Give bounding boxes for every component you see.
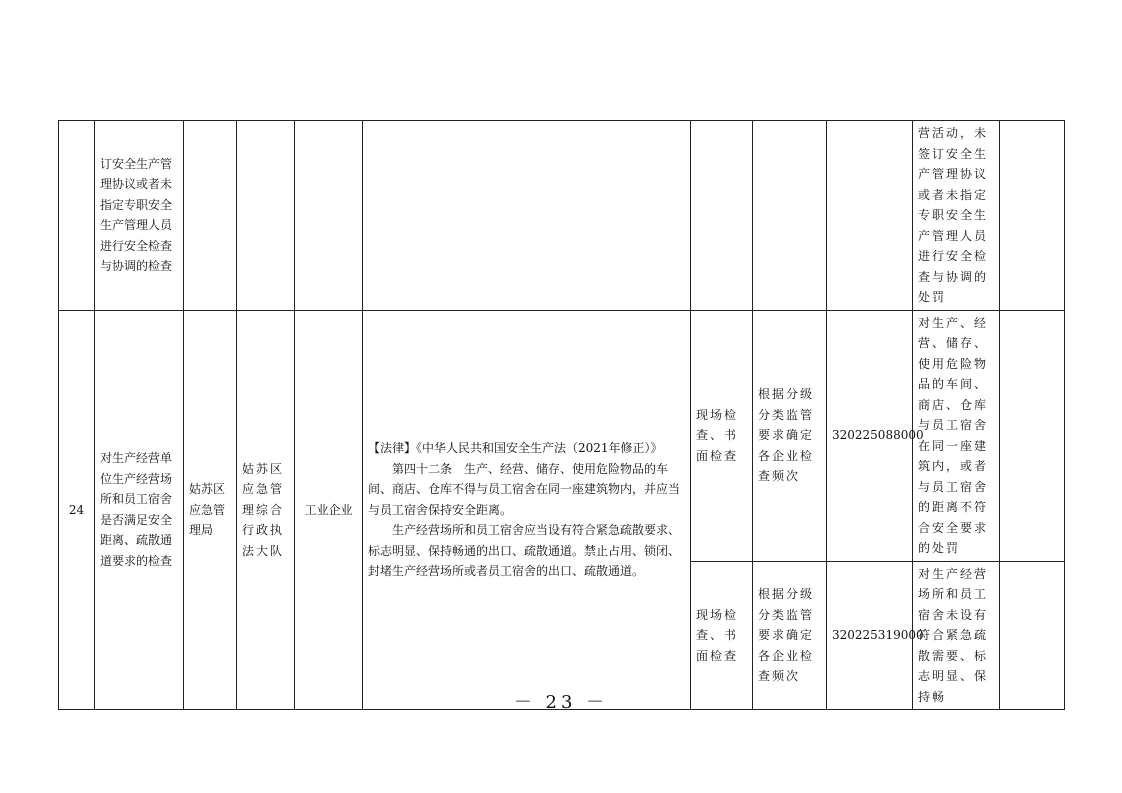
cell-method-1: 现场检查、书面检查 bbox=[691, 310, 753, 561]
cell-remark-empty bbox=[1000, 121, 1065, 311]
page-number: － 23 － bbox=[513, 692, 609, 713]
cell-penalty-continued: 营活动，未签订安全生产管理协议或者未指定专职安全生产管理人员进行安全检查与协调的处罚 bbox=[913, 121, 1000, 311]
cell-item-continued: 订安全生产管理协议或者未指定专职安全生产管理人员进行安全检查与协调的检查 bbox=[95, 121, 184, 311]
cell-frequency-2: 根据分级分类监管要求确定各企业检查频次 bbox=[753, 561, 827, 710]
cell-item: 对生产经营单位生产经营场所和员工宿舍是否满足安全距离、疏散通道要求的检查 bbox=[95, 310, 184, 710]
cell-method-2: 现场检查、书面检查 bbox=[691, 561, 753, 710]
cell-no-empty bbox=[59, 121, 95, 311]
law-title: 【法律】《中华人民共和国安全生产法（2021年修正）》 bbox=[368, 441, 663, 455]
cell-law-empty bbox=[363, 121, 691, 311]
cell-frequency-empty bbox=[753, 121, 827, 311]
cell-target: 工业企业 bbox=[295, 310, 363, 710]
cell-code-empty bbox=[827, 121, 913, 311]
cell-dept-empty bbox=[184, 121, 237, 311]
cell-target-empty bbox=[295, 121, 363, 311]
cell-executor: 姑苏区应急管理综合行政执法大队 bbox=[237, 310, 295, 710]
law-article-42-para2: 生产经营场所和员工宿舍应当设有符合紧急疏散要求、标志明显、保持畅通的出口、疏散通道。禁止占用、锁闭、封堵生产经营场所或者员工宿舍的出口、疏散通道。 bbox=[368, 523, 681, 578]
law-article-42: 第四十二条 生产、经营、储存、使用危险物品的车间、商店、仓库不得与员工宿舍在同一座建筑物内，并应当与员工宿舍保持安全距离。 bbox=[368, 461, 681, 517]
table-row-24 bbox=[59, 310, 1065, 561]
cell-law-basis bbox=[363, 310, 691, 710]
cell-remark-1 bbox=[1000, 310, 1065, 561]
cell-frequency-1: 根据分级分类监管要求确定各企业检查频次 bbox=[753, 310, 827, 561]
cell-code-2: 320225319000 bbox=[827, 561, 913, 710]
cell-executor-empty bbox=[237, 121, 295, 311]
cell-row-number: 24 bbox=[59, 310, 95, 710]
table-row-continued bbox=[59, 121, 1065, 311]
cell-penalty-1: 对生产、经营、储存、使用危险物品的车间、商店、仓库与员工宿舍在同一座建筑内，或者与员工宿舍的距离不符合安全要求的处罚 bbox=[913, 310, 1000, 561]
cell-dept: 姑苏区应急管理局 bbox=[184, 310, 237, 710]
cell-code-1: 320225088000 bbox=[827, 310, 913, 561]
cell-method-empty bbox=[691, 121, 753, 311]
inspection-table bbox=[58, 120, 1065, 710]
cell-penalty-2: 对生产经营场所和员工宿舍未设有符合紧急疏散需要、标志明显、保持畅 bbox=[913, 561, 1000, 710]
